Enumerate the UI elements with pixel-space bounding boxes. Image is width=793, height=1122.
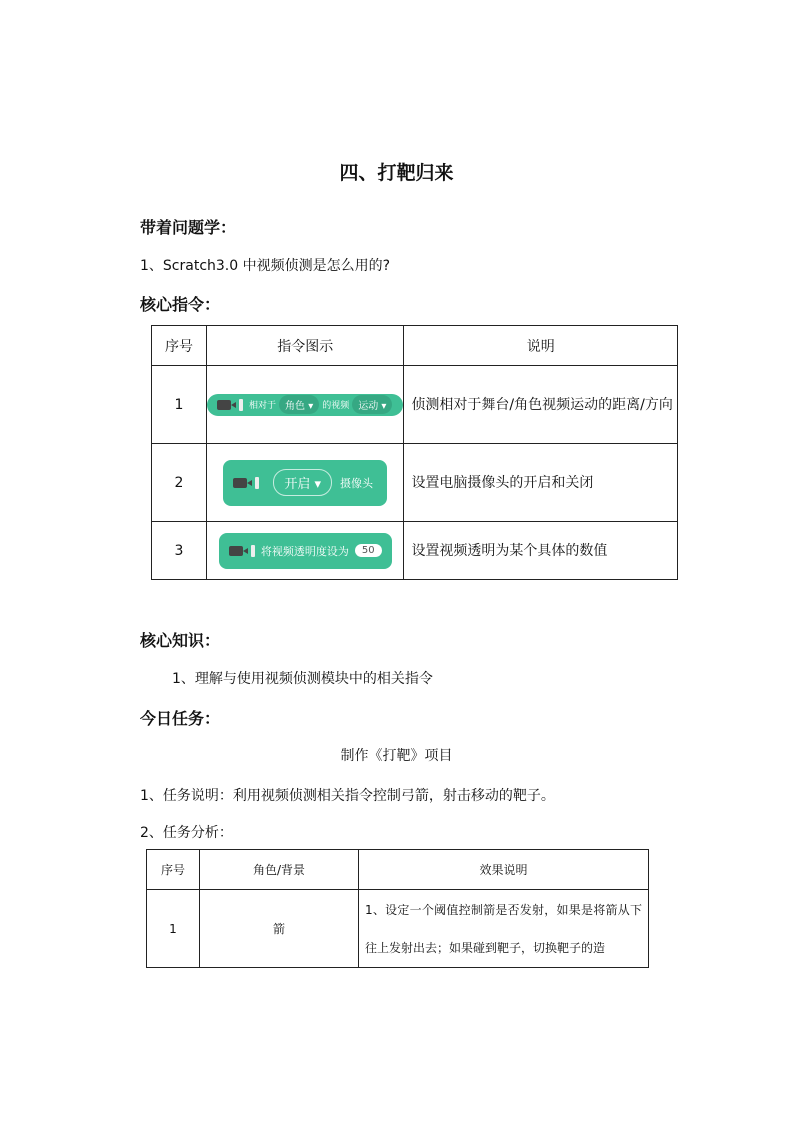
block-text: 将视频透明度设为 [260, 544, 349, 558]
table-header-row [152, 326, 678, 366]
block-dropdown: 开启 ▾ [273, 469, 332, 496]
row-description: 侦测相对于舞台/角色视频运动的距离/方向 [404, 366, 678, 444]
camera-icon [217, 400, 231, 410]
block-cell [207, 522, 404, 580]
row-number: 1 [147, 890, 200, 968]
block-text: 相对于 [249, 401, 277, 411]
table-row [152, 366, 678, 444]
commands-heading: 核心指令： [140, 295, 221, 314]
video-bar-icon [255, 477, 259, 489]
table-header-row [147, 850, 649, 890]
camera-icon [233, 478, 247, 488]
block-cell [207, 444, 404, 522]
row-number: 3 [152, 522, 207, 580]
header-cell: 序号 [152, 326, 207, 366]
knowledge-heading: 核心知识： [140, 631, 221, 650]
table-row [152, 444, 678, 522]
video-bar-icon [251, 545, 255, 557]
row-number: 1 [152, 366, 207, 444]
camera-icon [229, 546, 243, 556]
questions-heading: 带着问题学： [140, 218, 237, 237]
header-cell: 序号 [147, 850, 200, 890]
page-title: 四、打靶归来 [339, 162, 454, 184]
question-item: 1、Scratch3.0 中视频侦测是怎么用的? [140, 258, 391, 274]
block-text: 的视频 [322, 401, 350, 411]
header-cell: 说明 [404, 326, 678, 366]
project-title: 制作《打靶》项目 [340, 748, 453, 764]
block-cell [207, 366, 404, 444]
table-row [152, 522, 678, 580]
row-effect: 1、设定一个阈值控制箭是否发射，如果是将箭从下往上发射出去；如果碰到靶子，切换靶子的造 [359, 890, 649, 968]
motion-sensing-block [207, 394, 403, 416]
table-row [147, 890, 649, 968]
header-cell: 角色/背景 [200, 850, 359, 890]
row-number: 2 [152, 444, 207, 522]
knowledge-item: 1、理解与使用视频侦测模块中的相关指令 [172, 671, 433, 687]
row-description: 设置视频透明为某个具体的数值 [404, 522, 678, 580]
camera-toggle-block [223, 460, 387, 506]
block-number-input: 50 [355, 544, 382, 557]
transparency-block [219, 533, 392, 569]
header-cell: 指令图示 [207, 326, 404, 366]
task-heading: 今日任务： [140, 709, 221, 728]
task-description: 1、任务说明：利用视频侦测相关指令控制弓箭，射击移动的靶子。 [140, 788, 555, 804]
row-role: 箭 [200, 890, 359, 968]
video-bar-icon [239, 399, 243, 411]
commands-table [151, 325, 678, 580]
analysis-table [146, 849, 649, 968]
header-cell: 效果说明 [359, 850, 649, 890]
block-text: 摄像头 [340, 476, 374, 490]
block-dropdown: 运动 ▾ [352, 395, 392, 414]
row-description: 设置电脑摄像头的开启和关闭 [404, 444, 678, 522]
block-dropdown: 角色 ▾ [279, 395, 319, 414]
task-analysis-label: 2、任务分析： [140, 825, 233, 841]
